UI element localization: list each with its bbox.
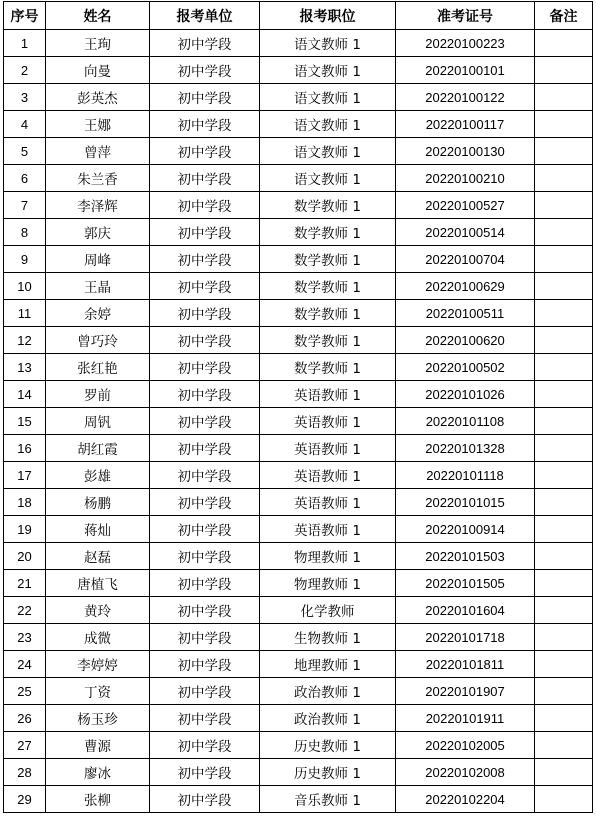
cell-seq: 4	[4, 111, 46, 138]
header-exam-no: 准考证号	[396, 2, 535, 30]
table-row	[4, 273, 593, 300]
cell-exam-no: 20220100527	[396, 192, 535, 219]
table-row	[4, 381, 593, 408]
cell-position: 政治教师 1	[260, 678, 396, 705]
cell-position: 数学教师 1	[260, 246, 396, 273]
cell-position: 语文教师 1	[260, 165, 396, 192]
cell-seq: 13	[4, 354, 46, 381]
cell-unit: 初中学段	[150, 732, 260, 759]
cell-unit: 初中学段	[150, 300, 260, 327]
cell-exam-no: 20220101108	[396, 408, 535, 435]
cell-remark	[535, 57, 593, 84]
cell-position: 数学教师 1	[260, 327, 396, 354]
cell-seq: 9	[4, 246, 46, 273]
cell-position: 语文教师 1	[260, 30, 396, 57]
cell-seq: 7	[4, 192, 46, 219]
cell-unit: 初中学段	[150, 705, 260, 732]
cell-unit: 初中学段	[150, 543, 260, 570]
cell-exam-no: 20220100629	[396, 273, 535, 300]
cell-exam-no: 20220101015	[396, 489, 535, 516]
cell-exam-no: 20220102005	[396, 732, 535, 759]
cell-unit: 初中学段	[150, 354, 260, 381]
cell-remark	[535, 759, 593, 786]
table-row	[4, 111, 593, 138]
cell-remark	[535, 678, 593, 705]
cell-remark	[535, 705, 593, 732]
cell-seq: 27	[4, 732, 46, 759]
cell-remark	[535, 435, 593, 462]
cell-seq: 3	[4, 84, 46, 111]
cell-exam-no: 20220101907	[396, 678, 535, 705]
cell-exam-no: 20220100122	[396, 84, 535, 111]
cell-seq: 8	[4, 219, 46, 246]
cell-unit: 初中学段	[150, 408, 260, 435]
cell-position: 英语教师 1	[260, 381, 396, 408]
cell-position: 英语教师 1	[260, 435, 396, 462]
cell-seq: 22	[4, 597, 46, 624]
cell-name: 周钒	[46, 408, 150, 435]
cell-name: 丁资	[46, 678, 150, 705]
cell-seq: 29	[4, 786, 46, 813]
cell-position: 历史教师 1	[260, 759, 396, 786]
cell-unit: 初中学段	[150, 327, 260, 354]
cell-seq: 15	[4, 408, 46, 435]
cell-seq: 14	[4, 381, 46, 408]
cell-unit: 初中学段	[150, 381, 260, 408]
cell-unit: 初中学段	[150, 192, 260, 219]
cell-name: 黄玲	[46, 597, 150, 624]
cell-unit: 初中学段	[150, 570, 260, 597]
table-row	[4, 624, 593, 651]
cell-name: 郭庆	[46, 219, 150, 246]
cell-unit: 初中学段	[150, 597, 260, 624]
cell-name: 蒋灿	[46, 516, 150, 543]
cell-name: 周峰	[46, 246, 150, 273]
cell-name: 余婷	[46, 300, 150, 327]
cell-position: 数学教师 1	[260, 219, 396, 246]
cell-seq: 28	[4, 759, 46, 786]
table-body	[4, 30, 593, 813]
cell-remark	[535, 651, 593, 678]
cell-seq: 1	[4, 30, 46, 57]
cell-position: 政治教师 1	[260, 705, 396, 732]
cell-remark	[535, 300, 593, 327]
header-row	[4, 2, 593, 30]
cell-remark	[535, 462, 593, 489]
cell-exam-no: 20220100511	[396, 300, 535, 327]
cell-remark	[535, 30, 593, 57]
table-row	[4, 570, 593, 597]
cell-position: 语文教师 1	[260, 57, 396, 84]
cell-remark	[535, 597, 593, 624]
cell-exam-no: 20220100117	[396, 111, 535, 138]
cell-exam-no: 20220101604	[396, 597, 535, 624]
cell-seq: 24	[4, 651, 46, 678]
table-row	[4, 408, 593, 435]
cell-remark	[535, 489, 593, 516]
cell-exam-no: 20220100502	[396, 354, 535, 381]
table-row	[4, 327, 593, 354]
cell-position: 语文教师 1	[260, 138, 396, 165]
cell-exam-no: 20220100914	[396, 516, 535, 543]
cell-unit: 初中学段	[150, 57, 260, 84]
cell-name: 李婷婷	[46, 651, 150, 678]
table-row	[4, 300, 593, 327]
cell-name: 成微	[46, 624, 150, 651]
cell-name: 张红艳	[46, 354, 150, 381]
cell-remark	[535, 327, 593, 354]
table-row	[4, 435, 593, 462]
cell-exam-no: 20220100130	[396, 138, 535, 165]
cell-name: 廖冰	[46, 759, 150, 786]
cell-seq: 11	[4, 300, 46, 327]
header-name: 姓名	[46, 2, 150, 30]
cell-exam-no: 20220100514	[396, 219, 535, 246]
cell-seq: 16	[4, 435, 46, 462]
table-row	[4, 705, 593, 732]
cell-seq: 18	[4, 489, 46, 516]
table-row	[4, 489, 593, 516]
cell-seq: 6	[4, 165, 46, 192]
cell-name: 胡红霞	[46, 435, 150, 462]
cell-unit: 初中学段	[150, 516, 260, 543]
table-row	[4, 138, 593, 165]
cell-seq: 17	[4, 462, 46, 489]
cell-unit: 初中学段	[150, 246, 260, 273]
table-row	[4, 678, 593, 705]
cell-remark	[535, 165, 593, 192]
table-row	[4, 57, 593, 84]
cell-remark	[535, 354, 593, 381]
cell-position: 地理教师 1	[260, 651, 396, 678]
cell-name: 杨鹏	[46, 489, 150, 516]
header-seq: 序号	[4, 2, 46, 30]
cell-unit: 初中学段	[150, 273, 260, 300]
cell-unit: 初中学段	[150, 219, 260, 246]
cell-exam-no: 20220100101	[396, 57, 535, 84]
cell-remark	[535, 732, 593, 759]
cell-exam-no: 20220101505	[396, 570, 535, 597]
cell-name: 李泽辉	[46, 192, 150, 219]
table-row	[4, 165, 593, 192]
cell-name: 张柳	[46, 786, 150, 813]
cell-exam-no: 20220100210	[396, 165, 535, 192]
table-row	[4, 219, 593, 246]
cell-seq: 26	[4, 705, 46, 732]
cell-seq: 10	[4, 273, 46, 300]
cell-remark	[535, 246, 593, 273]
cell-position: 数学教师 1	[260, 300, 396, 327]
table-row	[4, 354, 593, 381]
cell-name: 赵磊	[46, 543, 150, 570]
cell-position: 化学教师	[260, 597, 396, 624]
cell-name: 王珣	[46, 30, 150, 57]
cell-unit: 初中学段	[150, 84, 260, 111]
cell-name: 曹源	[46, 732, 150, 759]
cell-seq: 2	[4, 57, 46, 84]
cell-remark	[535, 138, 593, 165]
cell-name: 彭英杰	[46, 84, 150, 111]
table-row	[4, 192, 593, 219]
cell-unit: 初中学段	[150, 111, 260, 138]
cell-remark	[535, 570, 593, 597]
cell-position: 生物教师 1	[260, 624, 396, 651]
cell-exam-no: 20220100223	[396, 30, 535, 57]
cell-position: 历史教师 1	[260, 732, 396, 759]
cell-position: 语文教师 1	[260, 111, 396, 138]
cell-exam-no: 20220101328	[396, 435, 535, 462]
cell-name: 朱兰香	[46, 165, 150, 192]
cell-position: 英语教师 1	[260, 408, 396, 435]
cell-exam-no: 20220101718	[396, 624, 535, 651]
cell-seq: 12	[4, 327, 46, 354]
cell-position: 音乐教师 1	[260, 786, 396, 813]
cell-exam-no: 20220102008	[396, 759, 535, 786]
cell-remark	[535, 84, 593, 111]
cell-remark	[535, 111, 593, 138]
cell-position: 英语教师 1	[260, 516, 396, 543]
cell-seq: 23	[4, 624, 46, 651]
cell-exam-no: 20220102204	[396, 786, 535, 813]
cell-exam-no: 20220101026	[396, 381, 535, 408]
table-row	[4, 759, 593, 786]
cell-unit: 初中学段	[150, 30, 260, 57]
cell-unit: 初中学段	[150, 435, 260, 462]
cell-remark	[535, 624, 593, 651]
cell-name: 王晶	[46, 273, 150, 300]
cell-name: 彭雄	[46, 462, 150, 489]
cell-seq: 20	[4, 543, 46, 570]
header-remark: 备注	[535, 2, 593, 30]
cell-unit: 初中学段	[150, 786, 260, 813]
cell-position: 数学教师 1	[260, 192, 396, 219]
cell-position: 语文教师 1	[260, 84, 396, 111]
cell-seq: 25	[4, 678, 46, 705]
cell-remark	[535, 273, 593, 300]
cell-exam-no: 20220100704	[396, 246, 535, 273]
cell-seq: 19	[4, 516, 46, 543]
table-row	[4, 462, 593, 489]
cell-unit: 初中学段	[150, 138, 260, 165]
table-row	[4, 732, 593, 759]
cell-remark	[535, 516, 593, 543]
table-row	[4, 786, 593, 813]
cell-name: 唐植飞	[46, 570, 150, 597]
cell-exam-no: 20220100620	[396, 327, 535, 354]
cell-unit: 初中学段	[150, 759, 260, 786]
cell-position: 英语教师 1	[260, 489, 396, 516]
cell-remark	[535, 192, 593, 219]
header-unit: 报考单位	[150, 2, 260, 30]
cell-name: 杨玉珍	[46, 705, 150, 732]
cell-unit: 初中学段	[150, 462, 260, 489]
cell-position: 物理教师 1	[260, 570, 396, 597]
cell-position: 数学教师 1	[260, 354, 396, 381]
cell-exam-no: 20220101911	[396, 705, 535, 732]
table-row	[4, 651, 593, 678]
cell-name: 罗前	[46, 381, 150, 408]
cell-exam-no: 20220101503	[396, 543, 535, 570]
table-row	[4, 246, 593, 273]
cell-unit: 初中学段	[150, 624, 260, 651]
cell-remark	[535, 408, 593, 435]
cell-unit: 初中学段	[150, 165, 260, 192]
cell-name: 曾萍	[46, 138, 150, 165]
cell-position: 英语教师 1	[260, 462, 396, 489]
cell-remark	[535, 381, 593, 408]
cell-position: 数学教师 1	[260, 273, 396, 300]
cell-unit: 初中学段	[150, 489, 260, 516]
cell-exam-no: 20220101811	[396, 651, 535, 678]
header-position: 报考职位	[260, 2, 396, 30]
cell-name: 王娜	[46, 111, 150, 138]
table-row	[4, 543, 593, 570]
table-row	[4, 597, 593, 624]
cell-exam-no: 20220101118	[396, 462, 535, 489]
candidate-table	[3, 1, 593, 813]
cell-remark	[535, 543, 593, 570]
table-header	[4, 2, 593, 30]
cell-unit: 初中学段	[150, 678, 260, 705]
table-row	[4, 516, 593, 543]
cell-name: 曾巧玲	[46, 327, 150, 354]
cell-unit: 初中学段	[150, 651, 260, 678]
cell-name: 向曼	[46, 57, 150, 84]
table-row	[4, 30, 593, 57]
cell-remark	[535, 786, 593, 813]
table-row	[4, 84, 593, 111]
cell-remark	[535, 219, 593, 246]
cell-seq: 5	[4, 138, 46, 165]
cell-position: 物理教师 1	[260, 543, 396, 570]
cell-seq: 21	[4, 570, 46, 597]
